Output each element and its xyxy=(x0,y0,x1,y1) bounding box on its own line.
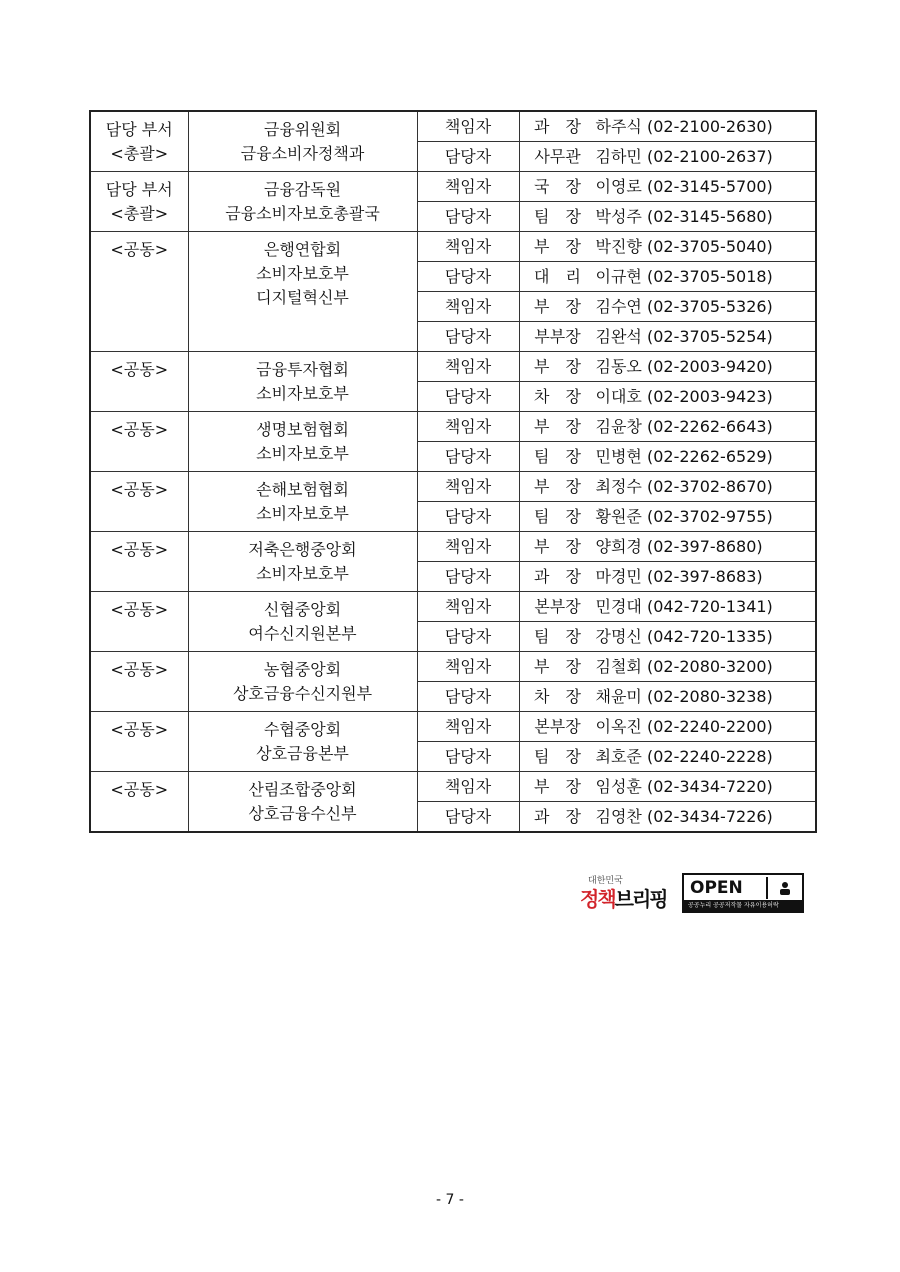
person-icon xyxy=(766,877,802,899)
paren-open: ( xyxy=(641,206,654,226)
paren-close: ) xyxy=(766,206,773,226)
job-title: 차 장 xyxy=(534,686,581,706)
job-title: 팀 장 xyxy=(534,746,581,766)
org-line: 소비자보호부 xyxy=(256,264,349,283)
role-cell: 담당자 xyxy=(417,382,519,412)
contact-cell xyxy=(519,652,816,682)
logos xyxy=(580,873,804,913)
org-cell xyxy=(188,532,417,592)
person-name: 마경민 xyxy=(595,566,642,586)
name-phone xyxy=(596,266,816,288)
contact-cell xyxy=(519,292,816,322)
job-title: 부 장 xyxy=(534,356,581,376)
paren-open: ( xyxy=(641,296,654,316)
job-title: 부 장 xyxy=(534,476,581,496)
name-phone xyxy=(596,806,816,828)
job-title: 본부장 xyxy=(534,596,581,616)
dept-cell xyxy=(90,652,188,712)
org-line: 소비자보호부 xyxy=(256,564,349,583)
job-title: 팀 장 xyxy=(534,626,581,646)
role-cell: 담당자 xyxy=(417,442,519,472)
role-cell: 책임자 xyxy=(417,532,519,562)
org-line: 금융투자협회 xyxy=(256,360,349,379)
org-cell xyxy=(188,172,417,232)
org-line: 소비자보호부 xyxy=(256,444,349,463)
person-name: 민경대 xyxy=(595,596,642,616)
contact-cell xyxy=(519,742,816,772)
paren-close: ) xyxy=(766,326,773,346)
name-phone xyxy=(596,326,816,348)
person-name: 이옥진 xyxy=(595,716,642,736)
contact-wrap xyxy=(520,386,816,408)
name-phone xyxy=(596,236,816,258)
phone-number: 02-2262-6643 xyxy=(653,416,767,436)
name-phone xyxy=(596,506,816,528)
paren-close: ) xyxy=(766,596,773,616)
paren-close: ) xyxy=(766,266,773,286)
org-line: 금융소비자정책과 xyxy=(240,144,365,163)
phone-number: 02-3705-5326 xyxy=(653,296,767,316)
contact-cell xyxy=(519,592,816,622)
phone-number: 02-3434-7226 xyxy=(653,806,767,826)
paren-open: ( xyxy=(641,446,654,466)
role-cell: 책임자 xyxy=(417,772,519,802)
org-cell xyxy=(188,712,417,772)
kogl-open-logo xyxy=(682,873,804,913)
paren-open: ( xyxy=(641,476,654,496)
contact-cell xyxy=(519,562,816,592)
org-line: 생명보험협회 xyxy=(256,420,349,439)
phone-number: 02-2240-2200 xyxy=(653,716,767,736)
contact-cell xyxy=(519,322,816,352)
role-cell: 책임자 xyxy=(417,292,519,322)
table-row xyxy=(90,772,816,802)
paren-close: ) xyxy=(766,626,773,646)
paren-close: ) xyxy=(766,236,773,256)
contact-cell xyxy=(519,442,816,472)
role-cell: 책임자 xyxy=(417,352,519,382)
name-phone xyxy=(596,536,816,558)
job-title: 팀 장 xyxy=(534,446,581,466)
paren-open: ( xyxy=(641,746,654,766)
paren-close: ) xyxy=(766,806,773,826)
open-subtext: 공공누리 공공저작물 자유이용허락 xyxy=(684,900,802,911)
job-title: 부 장 xyxy=(534,776,581,796)
dept-line: <공동> xyxy=(110,240,169,259)
org-cell xyxy=(188,592,417,652)
role-cell: 책임자 xyxy=(417,592,519,622)
person-name: 박성주 xyxy=(595,206,642,226)
person-name: 최정수 xyxy=(595,476,642,496)
org-cell xyxy=(188,111,417,172)
name-phone xyxy=(596,146,816,168)
paren-close: ) xyxy=(766,446,773,466)
org-line: 저축은행중앙회 xyxy=(248,540,357,559)
dept-line: <공동> xyxy=(110,660,169,679)
dept-cell xyxy=(90,472,188,532)
name-phone xyxy=(596,176,816,198)
contact-cell xyxy=(519,472,816,502)
paren-open: ( xyxy=(641,806,654,826)
dept-cell xyxy=(90,592,188,652)
job-title: 과 장 xyxy=(534,806,581,826)
org-line: 금융위원회 xyxy=(263,120,342,139)
phone-number: 02-3705-5254 xyxy=(653,326,767,346)
dept-line: <총괄> xyxy=(110,204,169,223)
phone-number: 02-3434-7220 xyxy=(653,776,767,796)
paren-open: ( xyxy=(641,416,654,436)
job-title: 본부장 xyxy=(534,716,581,736)
org-cell xyxy=(188,412,417,472)
contact-wrap xyxy=(520,266,816,288)
contact-table xyxy=(89,110,817,833)
role-cell: 담당자 xyxy=(417,202,519,232)
contact-wrap xyxy=(520,116,816,138)
briefing-big-a: 정책 xyxy=(580,887,615,911)
role-cell: 담당자 xyxy=(417,742,519,772)
paren-close: ) xyxy=(756,536,763,556)
name-phone xyxy=(596,746,816,768)
job-title: 부 장 xyxy=(534,416,581,436)
paren-open: ( xyxy=(641,716,654,736)
job-title: 부부장 xyxy=(534,326,581,346)
job-title: 차 장 xyxy=(534,386,581,406)
paren-close: ) xyxy=(766,656,773,676)
contact-wrap xyxy=(520,686,816,708)
contact-cell xyxy=(519,262,816,292)
table-row xyxy=(90,472,816,502)
briefing-small-text: 대한민국 xyxy=(588,876,623,886)
dept-cell xyxy=(90,532,188,592)
dept-line: 담당 부서 xyxy=(105,180,173,199)
phone-number: 02-2003-9423 xyxy=(653,386,767,406)
paren-open: ( xyxy=(641,146,654,166)
contact-cell xyxy=(519,142,816,172)
dept-line: <공동> xyxy=(110,600,169,619)
role-cell: 책임자 xyxy=(417,412,519,442)
person-name: 채윤미 xyxy=(595,686,642,706)
paren-close: ) xyxy=(766,746,773,766)
phone-number: 02-3702-8670 xyxy=(653,476,767,496)
dept-cell xyxy=(90,712,188,772)
phone-number: 02-2262-6529 xyxy=(653,446,767,466)
name-phone xyxy=(596,296,816,318)
org-line: 산림조합중앙회 xyxy=(248,780,357,799)
dept-line: <공동> xyxy=(110,360,169,379)
contact-wrap xyxy=(520,296,816,318)
person-name: 김수연 xyxy=(595,296,642,316)
paren-close: ) xyxy=(766,386,773,406)
contact-wrap xyxy=(520,176,816,198)
contact-cell xyxy=(519,622,816,652)
briefing-big-text xyxy=(580,883,667,912)
paren-close: ) xyxy=(766,716,773,736)
contact-cell xyxy=(519,502,816,532)
job-title: 과 장 xyxy=(534,566,581,586)
person-name: 김하민 xyxy=(595,146,642,166)
org-line: 상호금융수신지원부 xyxy=(232,684,373,703)
job-title: 국 장 xyxy=(534,176,581,196)
paren-open: ( xyxy=(641,686,654,706)
contact-wrap xyxy=(520,356,816,378)
contact-table-body xyxy=(90,111,816,832)
paren-open: ( xyxy=(641,386,654,406)
org-line: 소비자보호부 xyxy=(256,504,349,523)
table-row xyxy=(90,232,816,262)
open-word: OPEN xyxy=(690,877,743,898)
dept-line: <공동> xyxy=(110,540,169,559)
dept-cell xyxy=(90,111,188,172)
contact-cell xyxy=(519,412,816,442)
person-name: 임성훈 xyxy=(595,776,642,796)
org-line: 소비자보호부 xyxy=(256,384,349,403)
org-line: 상호금융수신부 xyxy=(248,804,357,823)
contact-wrap xyxy=(520,746,816,768)
contact-wrap xyxy=(520,506,816,528)
table-row xyxy=(90,712,816,742)
role-cell: 책임자 xyxy=(417,712,519,742)
dept-cell xyxy=(90,232,188,352)
job-title: 부 장 xyxy=(534,236,581,256)
person-name: 민병현 xyxy=(595,446,642,466)
name-phone xyxy=(596,626,816,648)
role-cell: 담당자 xyxy=(417,502,519,532)
phone-number: 02-3702-9755 xyxy=(653,506,767,526)
person-name: 김완석 xyxy=(595,326,642,346)
contact-cell xyxy=(519,352,816,382)
dept-line: 담당 부서 xyxy=(105,120,173,139)
phone-number: 02-3145-5700 xyxy=(653,176,767,196)
paren-close: ) xyxy=(766,356,773,376)
phone-number: 042-720-1341 xyxy=(653,596,767,616)
org-line: 상호금융본부 xyxy=(256,744,349,763)
person-name: 이규현 xyxy=(595,266,642,286)
name-phone xyxy=(596,476,816,498)
phone-number: 02-2080-3238 xyxy=(653,686,767,706)
contact-wrap xyxy=(520,626,816,648)
contact-wrap xyxy=(520,656,816,678)
dept-cell xyxy=(90,772,188,833)
org-cell xyxy=(188,232,417,352)
org-line: 은행연합회 xyxy=(263,240,342,259)
phone-number: 02-2080-3200 xyxy=(653,656,767,676)
paren-open: ( xyxy=(641,596,654,616)
phone-number: 02-3705-5040 xyxy=(653,236,767,256)
org-line: 수협중앙회 xyxy=(263,720,342,739)
contact-wrap xyxy=(520,596,816,618)
org-line: 여수신지원본부 xyxy=(248,624,357,643)
contact-wrap xyxy=(520,206,816,228)
paren-close: ) xyxy=(766,296,773,316)
table-row xyxy=(90,412,816,442)
contact-cell xyxy=(519,712,816,742)
name-phone xyxy=(596,776,816,798)
phone-number: 042-720-1335 xyxy=(653,626,767,646)
paren-close: ) xyxy=(766,146,773,166)
paren-open: ( xyxy=(641,626,654,646)
paren-close: ) xyxy=(766,416,773,436)
name-phone xyxy=(596,116,816,138)
person-name: 김철회 xyxy=(595,656,642,676)
org-cell xyxy=(188,352,417,412)
dept-line: <공동> xyxy=(110,480,169,499)
contact-wrap xyxy=(520,566,816,588)
contact-wrap xyxy=(520,776,816,798)
dept-cell xyxy=(90,412,188,472)
person-name: 이영로 xyxy=(595,176,642,196)
role-cell: 담당자 xyxy=(417,682,519,712)
job-title: 팀 장 xyxy=(534,506,581,526)
paren-close: ) xyxy=(766,116,773,136)
phone-number: 02-2240-2228 xyxy=(653,746,767,766)
phone-number: 02-3145-5680 xyxy=(653,206,767,226)
role-cell: 담당자 xyxy=(417,262,519,292)
name-phone xyxy=(596,386,816,408)
dept-line: <총괄> xyxy=(110,144,169,163)
phone-number: 02-2003-9420 xyxy=(653,356,767,376)
paren-open: ( xyxy=(641,116,654,136)
name-phone xyxy=(596,656,816,678)
job-title: 과 장 xyxy=(534,116,581,136)
job-title: 부 장 xyxy=(534,656,581,676)
table-row xyxy=(90,652,816,682)
table-row xyxy=(90,111,816,142)
contact-wrap xyxy=(520,476,816,498)
org-cell xyxy=(188,772,417,833)
person-name: 김동오 xyxy=(595,356,642,376)
paren-open: ( xyxy=(641,266,654,286)
paren-open: ( xyxy=(641,506,654,526)
name-phone xyxy=(596,356,816,378)
person-name: 강명신 xyxy=(595,626,642,646)
table-row xyxy=(90,532,816,562)
phone-number: 02-3705-5018 xyxy=(653,266,767,286)
contact-wrap xyxy=(520,536,816,558)
contact-wrap xyxy=(520,326,816,348)
job-title: 부 장 xyxy=(534,536,581,556)
paren-close: ) xyxy=(766,476,773,496)
contact-wrap xyxy=(520,446,816,468)
paren-open: ( xyxy=(641,326,654,346)
paren-close: ) xyxy=(766,176,773,196)
org-line: 금융감독원 xyxy=(263,180,342,199)
role-cell: 담당자 xyxy=(417,802,519,833)
contact-wrap xyxy=(520,236,816,258)
name-phone xyxy=(596,446,816,468)
contact-cell xyxy=(519,111,816,142)
table-row xyxy=(90,592,816,622)
page-number: - 7 - xyxy=(436,1192,464,1208)
role-cell: 담당자 xyxy=(417,142,519,172)
paren-close: ) xyxy=(766,776,773,796)
table-row xyxy=(90,172,816,202)
dept-cell xyxy=(90,352,188,412)
org-line: 디지털혁신부 xyxy=(256,288,349,307)
contact-cell xyxy=(519,532,816,562)
role-cell: 책임자 xyxy=(417,472,519,502)
briefing-big-b: 브리핑 xyxy=(614,887,667,911)
person-name: 이대호 xyxy=(595,386,642,406)
job-title: 대 리 xyxy=(534,266,581,286)
role-cell: 책임자 xyxy=(417,232,519,262)
phone-number: 02-2100-2630 xyxy=(653,116,767,136)
person-name: 김윤창 xyxy=(595,416,642,436)
contact-cell xyxy=(519,382,816,412)
contact-cell xyxy=(519,202,816,232)
policy-briefing-logo xyxy=(580,873,672,913)
contact-wrap xyxy=(520,716,816,738)
paren-close: ) xyxy=(766,686,773,706)
paren-open: ( xyxy=(641,176,654,196)
org-cell xyxy=(188,652,417,712)
role-cell: 책임자 xyxy=(417,172,519,202)
name-phone xyxy=(596,416,816,438)
contact-wrap xyxy=(520,806,816,828)
role-cell: 책임자 xyxy=(417,111,519,142)
dept-line: <공동> xyxy=(110,720,169,739)
contact-cell xyxy=(519,172,816,202)
paren-open: ( xyxy=(641,656,654,676)
role-cell: 담당자 xyxy=(417,322,519,352)
person-name: 하주식 xyxy=(595,116,642,136)
dept-line: <공동> xyxy=(110,780,169,799)
paren-open: ( xyxy=(641,236,654,256)
dept-line: <공동> xyxy=(110,420,169,439)
paren-close: ) xyxy=(766,506,773,526)
person-name: 박진향 xyxy=(595,236,642,256)
name-phone xyxy=(596,566,816,588)
paren-open: ( xyxy=(641,536,654,556)
name-phone xyxy=(596,596,816,618)
org-line: 신협중앙회 xyxy=(263,600,342,619)
person-name: 김영찬 xyxy=(595,806,642,826)
contact-cell xyxy=(519,802,816,833)
contact-wrap xyxy=(520,416,816,438)
phone-number: 02-397-8680 xyxy=(653,536,757,556)
job-title: 부 장 xyxy=(534,296,581,316)
org-line: 농협중앙회 xyxy=(263,660,342,679)
person-name: 양희경 xyxy=(595,536,642,556)
org-line: 금융소비자보호총괄국 xyxy=(225,204,380,223)
contact-cell xyxy=(519,232,816,262)
person-name: 최호준 xyxy=(595,746,642,766)
role-cell: 책임자 xyxy=(417,652,519,682)
org-cell xyxy=(188,472,417,532)
dept-cell xyxy=(90,172,188,232)
contact-cell xyxy=(519,682,816,712)
paren-open: ( xyxy=(641,776,654,796)
phone-number: 02-397-8683 xyxy=(653,566,757,586)
paren-close: ) xyxy=(756,566,763,586)
paren-open: ( xyxy=(641,566,654,586)
name-phone xyxy=(596,686,816,708)
role-cell: 담당자 xyxy=(417,622,519,652)
phone-number: 02-2100-2637 xyxy=(653,146,767,166)
name-phone xyxy=(596,716,816,738)
paren-open: ( xyxy=(641,356,654,376)
job-title: 팀 장 xyxy=(534,206,581,226)
person-name: 황원준 xyxy=(595,506,642,526)
job-title: 사무관 xyxy=(534,146,581,166)
table-row xyxy=(90,352,816,382)
name-phone xyxy=(596,206,816,228)
contact-cell xyxy=(519,772,816,802)
org-line: 손해보험협회 xyxy=(256,480,349,499)
role-cell: 담당자 xyxy=(417,562,519,592)
contact-wrap xyxy=(520,146,816,168)
